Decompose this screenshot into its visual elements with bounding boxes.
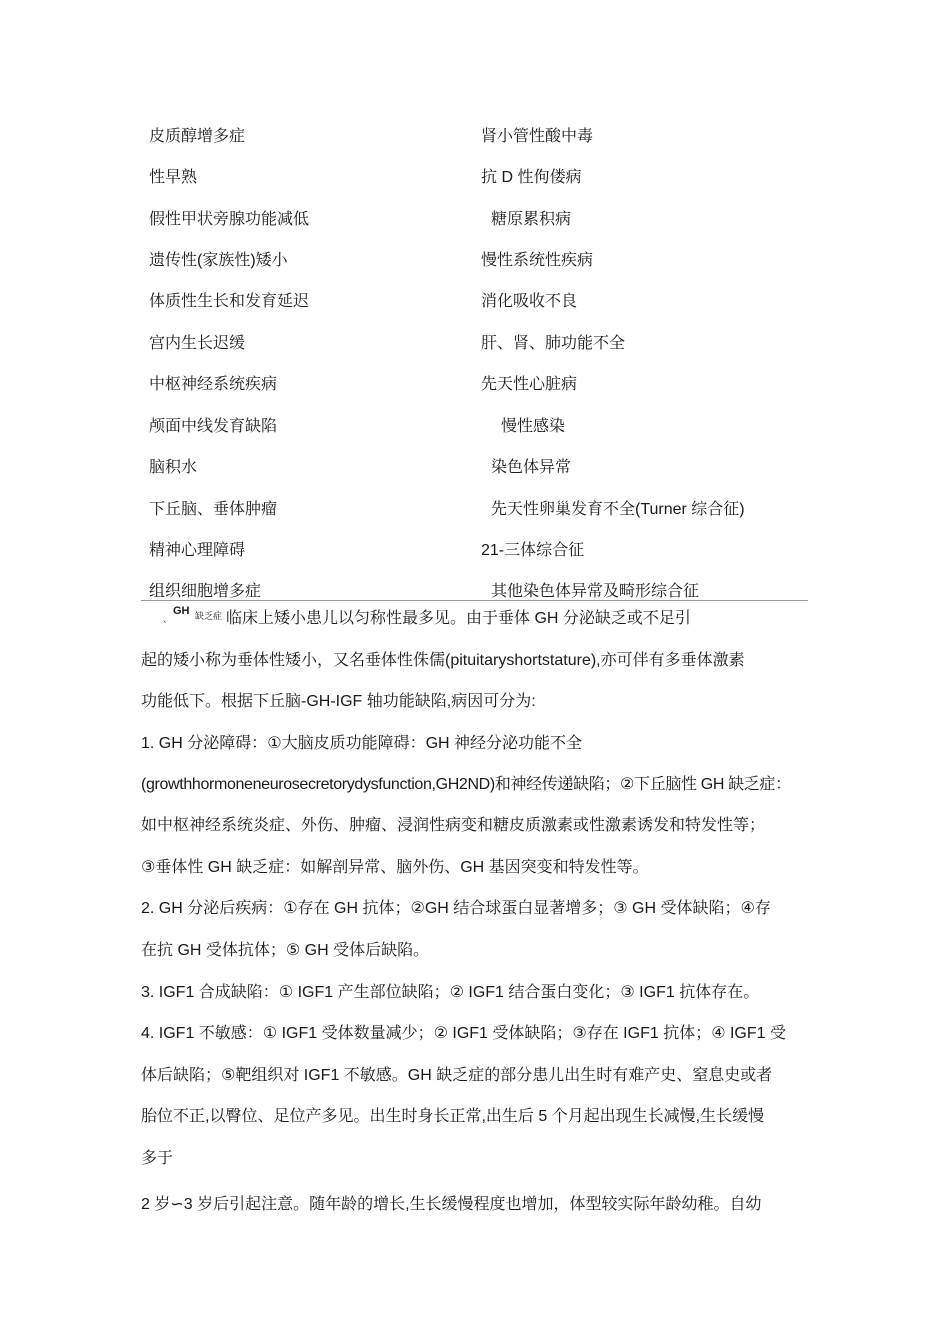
table-right-cell: 肾小管性酸中毒 (481, 128, 594, 145)
table-left-cell: 假性甲状旁腺功能减低 (149, 211, 310, 228)
table-left-cell: 下丘脑、垂体肿瘤 (149, 501, 278, 518)
table-left-cell: 宫内生长迟缓 (149, 335, 246, 352)
table-right-cell: 糖原累积病 (491, 211, 572, 228)
table-left-cell: 遗传性(家族性)矮小 (149, 252, 288, 269)
paragraph-line: 3. IGF1 合成缺陷：① IGF1 产生部位缺陷；② IGF1 结合蛋白变化；③ IGF1 抗体存在。 (141, 984, 760, 1001)
section-mark: 、 (163, 614, 173, 624)
table-left-cell: 性早熟 (149, 169, 198, 186)
table-left-cell: 颅面中线发育缺陷 (149, 418, 278, 435)
table-bottom-rule (141, 600, 808, 601)
paragraph-line: 4. IGF1 不敏感：① IGF1 受体数量减少；② IGF1 受体缺陷；③存在 IGF1 抗体；④ IGF1 受 (141, 1025, 786, 1042)
paragraph-first-line: 临床上矮小患儿以匀称性最多见。由于垂体 GH 分泌缺乏或不足引 (226, 610, 691, 627)
table-right-cell: 21-三体综合征 (481, 542, 585, 559)
table-right-cell: 抗 D 性佝偻病 (481, 169, 582, 186)
table-left-cell: 皮质醇增多症 (149, 128, 246, 145)
paragraph-line: 如中枢神经系统炎症、外伤、肿瘤、浸润性病变和糖皮质激素或性激素诱发和特发性等； (141, 817, 766, 834)
table-right-cell: 先天性卵巢发育不全(Turner 综合征) (491, 501, 745, 518)
paragraph-line: 多于 (141, 1150, 174, 1167)
table-left-cell: 脑积水 (149, 459, 198, 476)
table-left-cell: 组织细胞增多症 (149, 583, 262, 600)
paragraph-line: 起的矮小称为垂体性矮小，又名垂体性侏儒(pituitaryshortstature),亦可伴有多垂体激素 (141, 652, 745, 669)
paragraph-line: 功能低下。根据下丘脑-GH-IGF 轴功能缺陷,病因可分为: (141, 693, 536, 710)
table-right-cell: 其他染色体异常及畸形综合征 (491, 583, 700, 600)
table-left-cell: 中枢神经系统疾病 (149, 376, 278, 393)
table-right-cell: 肝、肾、肺功能不全 (481, 335, 626, 352)
table-right-cell: 慢性感染 (501, 418, 566, 435)
table-left-cell: 体质性生长和发育延迟 (149, 293, 310, 310)
paragraph-line: 胎位不正,以臀位、足位产多见。出生时身长正常,出生后 5 个月起出现生长减慢,生长缓慢 (141, 1108, 765, 1125)
section-deficiency-label: 缺乏症 (195, 611, 223, 621)
table-right-cell: 消化吸收不良 (481, 293, 578, 310)
section-gh-label: GH (173, 605, 190, 617)
paragraph-line: 2 岁∽3 岁后引起注意。随年龄的增长,生长缓慢程度也增加，体型较实际年龄幼稚。自幼 (141, 1196, 762, 1213)
paragraph-line: 在抗 GH 受体抗体；⑤ GH 受体后缺陷。 (141, 942, 430, 959)
paragraph-line: (growthhormoneneurosecretorydysfunction,GH2ND)和神经传递缺陷；②下丘脑性 GH 缺乏症： (141, 776, 791, 793)
paragraph-line: 2. GH 分泌后疾病：①存在 GH 抗体；②GH 结合球蛋白显著增多；③ GH 受体缺陷；④存 (141, 900, 771, 917)
table-right-cell: 先天性心脏病 (481, 376, 578, 393)
paragraph-line: ③垂体性 GH 缺乏症：如解剖异常、脑外伤、GH 基因突变和特发性等。 (141, 859, 649, 876)
table-right-cell: 染色体异常 (491, 459, 572, 476)
paragraph-line: 体后缺陷；⑤靶组织对 IGF1 不敏感。GH 缺乏症的部分患儿出生时有难产史、窒息史或者 (141, 1067, 773, 1084)
paragraph-line: 1. GH 分泌障碍：①大脑皮质功能障碍：GH 神经分泌功能不全 (141, 735, 583, 752)
table-left-cell: 精神心理障碍 (149, 542, 246, 559)
table-right-cell: 慢性系统性疾病 (481, 252, 594, 269)
